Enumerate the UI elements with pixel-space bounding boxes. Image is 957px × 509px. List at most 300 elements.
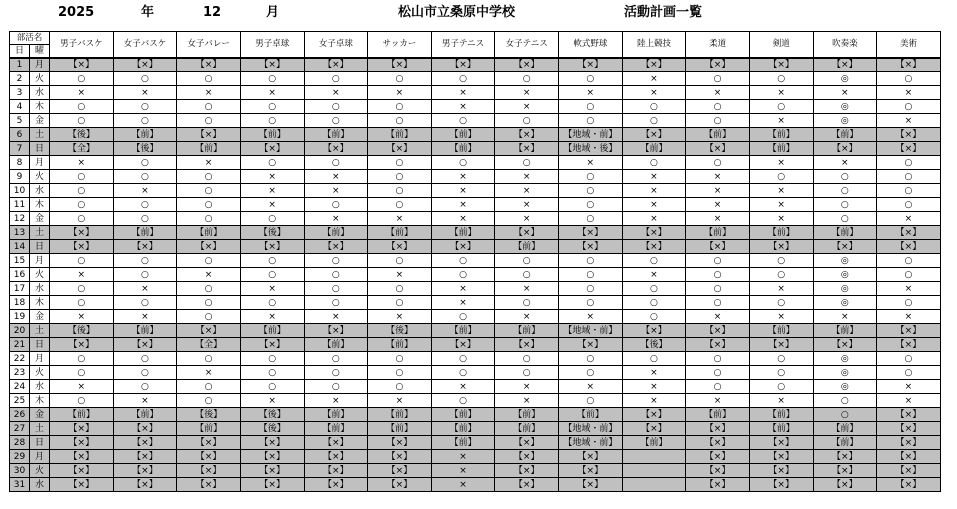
day-number-cell: 27 xyxy=(10,422,30,436)
schedule-cell: × xyxy=(113,282,177,296)
schedule-cell: 【前】 xyxy=(368,338,432,352)
weekday-cell: 月 xyxy=(30,450,50,464)
schedule-cell: ◎ xyxy=(813,254,877,268)
schedule-cell: ○ xyxy=(177,352,241,366)
schedule-cell: × xyxy=(686,184,750,198)
schedule-row xyxy=(10,408,941,422)
schedule-cell: ○ xyxy=(50,296,114,310)
schedule-cell: 【前】 xyxy=(113,408,177,422)
schedule-cell: ○ xyxy=(113,254,177,268)
schedule-cell: ○ xyxy=(177,380,241,394)
schedule-cell: × xyxy=(240,394,304,408)
schedule-cell: ○ xyxy=(50,212,114,226)
schedule-cell xyxy=(622,478,686,492)
schedule-cell: × xyxy=(622,198,686,212)
year-value: 2025 xyxy=(58,5,95,20)
schedule-cell: ○ xyxy=(431,254,495,268)
schedule-cell: 【前】 xyxy=(686,128,750,142)
schedule-cell: ○ xyxy=(559,296,623,310)
schedule-cell: 【×】 xyxy=(813,58,877,72)
schedule-cell: 【前】 xyxy=(431,226,495,240)
schedule-cell: ○ xyxy=(877,254,941,268)
schedule-cell: × xyxy=(686,394,750,408)
schedule-cell: 【後】 xyxy=(622,338,686,352)
weekday-cell: 土 xyxy=(30,128,50,142)
schedule-cell: ○ xyxy=(304,156,368,170)
schedule-cell: × xyxy=(622,170,686,184)
schedule-row xyxy=(10,436,941,450)
schedule-cell: ○ xyxy=(304,72,368,86)
schedule-cell: 【前】 xyxy=(304,408,368,422)
schedule-cell: 【×】 xyxy=(749,478,813,492)
weekday-cell: 木 xyxy=(30,100,50,114)
schedule-cell: ○ xyxy=(495,254,559,268)
schedule-cell: 【×】 xyxy=(495,142,559,156)
schedule-cell: × xyxy=(240,198,304,212)
schedule-cell: 【×】 xyxy=(304,58,368,72)
schedule-cell: 【地域・前】 xyxy=(559,422,623,436)
schedule-cell: 【×】 xyxy=(622,128,686,142)
schedule-cell: 【前】 xyxy=(113,226,177,240)
schedule-cell: 【前】 xyxy=(431,128,495,142)
schedule-cell: × xyxy=(431,296,495,310)
club-header-cell: サッカー xyxy=(368,32,432,58)
schedule-cell: × xyxy=(50,310,114,324)
day-number-cell: 12 xyxy=(10,212,30,226)
schedule-cell: 【×】 xyxy=(50,58,114,72)
schedule-cell: 【×】 xyxy=(813,464,877,478)
schedule-cell: ○ xyxy=(304,198,368,212)
schedule-cell: 【×】 xyxy=(495,338,559,352)
schedule-cell: 【×】 xyxy=(622,408,686,422)
schedule-cell: × xyxy=(749,282,813,296)
day-number-cell: 20 xyxy=(10,324,30,338)
schedule-cell: ○ xyxy=(495,296,559,310)
schedule-cell: ○ xyxy=(559,212,623,226)
schedule-cell: ○ xyxy=(813,170,877,184)
schedule-cell: 【×】 xyxy=(177,240,241,254)
schedule-cell: × xyxy=(686,198,750,212)
schedule-cell: ○ xyxy=(495,352,559,366)
schedule-row xyxy=(10,464,941,478)
schedule-cell: 【×】 xyxy=(813,142,877,156)
schedule-cell: ○ xyxy=(50,394,114,408)
schedule-cell: ○ xyxy=(431,352,495,366)
schedule-cell: × xyxy=(177,366,241,380)
schedule-cell: ○ xyxy=(813,408,877,422)
schedule-cell: × xyxy=(240,184,304,198)
schedule-cell: ○ xyxy=(559,100,623,114)
school-name: 松山市立桑原中学校 xyxy=(398,5,516,20)
schedule-cell: 【×】 xyxy=(559,464,623,478)
schedule-cell: ○ xyxy=(368,72,432,86)
schedule-cell: × xyxy=(177,156,241,170)
weekday-cell: 月 xyxy=(30,352,50,366)
schedule-cell: ○ xyxy=(559,352,623,366)
schedule-cell: 【×】 xyxy=(113,58,177,72)
schedule-cell: × xyxy=(877,394,941,408)
schedule-row xyxy=(10,170,941,184)
schedule-cell: 【×】 xyxy=(368,240,432,254)
schedule-cell: ○ xyxy=(495,114,559,128)
club-header-cell: 剣道 xyxy=(749,32,813,58)
day-number-cell: 1 xyxy=(10,58,30,72)
schedule-cell: ○ xyxy=(50,352,114,366)
schedule-cell: ○ xyxy=(177,282,241,296)
schedule-row xyxy=(10,86,941,100)
schedule-cell: 【×】 xyxy=(50,478,114,492)
schedule-cell: ○ xyxy=(559,114,623,128)
schedule-cell: 【×】 xyxy=(50,338,114,352)
schedule-cell: × xyxy=(240,170,304,184)
schedule-cell: 【×】 xyxy=(431,338,495,352)
schedule-cell: ○ xyxy=(368,380,432,394)
schedule-cell: ○ xyxy=(113,366,177,380)
schedule-cell: × xyxy=(813,86,877,100)
schedule-cell: ○ xyxy=(177,198,241,212)
schedule-cell: 【×】 xyxy=(50,226,114,240)
schedule-cell: × xyxy=(368,212,432,226)
table-body xyxy=(10,58,941,492)
schedule-cell: × xyxy=(749,156,813,170)
schedule-cell: × xyxy=(431,184,495,198)
schedule-row xyxy=(10,212,941,226)
schedule-cell: ○ xyxy=(877,352,941,366)
schedule-cell: 【前】 xyxy=(813,226,877,240)
schedule-cell: 【前】 xyxy=(813,422,877,436)
schedule-cell: 【×】 xyxy=(50,450,114,464)
schedule-cell: 【×】 xyxy=(686,422,750,436)
weekday-cell: 日 xyxy=(30,240,50,254)
schedule-row xyxy=(10,156,941,170)
schedule-cell: 【×】 xyxy=(877,128,941,142)
schedule-cell: ◎ xyxy=(813,114,877,128)
schedule-cell: ○ xyxy=(113,72,177,86)
schedule-cell: × xyxy=(877,114,941,128)
schedule-cell: ◎ xyxy=(813,352,877,366)
schedule-cell: ○ xyxy=(559,198,623,212)
schedule-cell: × xyxy=(877,310,941,324)
schedule-cell: × xyxy=(304,184,368,198)
schedule-cell: 【×】 xyxy=(813,338,877,352)
schedule-cell: 【×】 xyxy=(877,450,941,464)
schedule-cell: 【後】 xyxy=(113,142,177,156)
schedule-row xyxy=(10,352,941,366)
schedule-cell: 【×】 xyxy=(686,240,750,254)
schedule-cell: 【前】 xyxy=(749,324,813,338)
weekday-cell: 火 xyxy=(30,72,50,86)
schedule-cell: × xyxy=(559,380,623,394)
schedule-cell: 【×】 xyxy=(877,422,941,436)
schedule-cell: × xyxy=(749,86,813,100)
schedule-row xyxy=(10,324,941,338)
schedule-cell: ○ xyxy=(749,352,813,366)
schedule-cell: ○ xyxy=(113,100,177,114)
schedule-cell: 【×】 xyxy=(240,240,304,254)
schedule-cell: 【×】 xyxy=(50,422,114,436)
schedule-cell: 【前】 xyxy=(813,324,877,338)
day-number-cell: 6 xyxy=(10,128,30,142)
schedule-cell: ○ xyxy=(177,170,241,184)
schedule-cell: ○ xyxy=(686,268,750,282)
schedule-cell: × xyxy=(495,198,559,212)
schedule-cell: × xyxy=(622,184,686,198)
schedule-cell: × xyxy=(622,394,686,408)
schedule-cell: ○ xyxy=(622,296,686,310)
schedule-cell: 【×】 xyxy=(113,240,177,254)
schedule-cell: 【×】 xyxy=(622,324,686,338)
schedule-cell: ○ xyxy=(686,352,750,366)
schedule-cell: × xyxy=(622,268,686,282)
schedule-row xyxy=(10,100,941,114)
schedule-cell: 【×】 xyxy=(495,436,559,450)
schedule-cell: ○ xyxy=(559,254,623,268)
schedule-cell: 【×】 xyxy=(877,226,941,240)
weekday-cell: 月 xyxy=(30,58,50,72)
schedule-cell: 【×】 xyxy=(50,240,114,254)
schedule-cell: 【×】 xyxy=(368,478,432,492)
schedule-cell: 【×】 xyxy=(431,240,495,254)
day-number-cell: 31 xyxy=(10,478,30,492)
schedule-cell: ○ xyxy=(559,268,623,282)
schedule-cell: 【前】 xyxy=(495,240,559,254)
schedule-cell: 【×】 xyxy=(749,464,813,478)
schedule-cell: 【×】 xyxy=(240,142,304,156)
schedule-cell: × xyxy=(495,100,559,114)
club-label-cell: 部活名 xyxy=(10,32,50,45)
schedule-cell: ○ xyxy=(368,198,432,212)
schedule-cell: ○ xyxy=(749,380,813,394)
schedule-cell: ○ xyxy=(877,100,941,114)
club-header-cell: 陸上競技 xyxy=(622,32,686,58)
schedule-cell: ○ xyxy=(877,268,941,282)
schedule-cell: ○ xyxy=(50,198,114,212)
day-number-cell: 2 xyxy=(10,72,30,86)
day-number-cell: 5 xyxy=(10,114,30,128)
schedule-cell: 【後】 xyxy=(240,226,304,240)
schedule-cell: 【×】 xyxy=(113,338,177,352)
schedule-cell: ◎ xyxy=(813,268,877,282)
schedule-cell: 【後】 xyxy=(240,422,304,436)
schedule-cell: 【前】 xyxy=(431,422,495,436)
schedule-cell: ○ xyxy=(686,100,750,114)
schedule-cell: × xyxy=(304,394,368,408)
schedule-cell: ○ xyxy=(368,170,432,184)
header-row-clubs xyxy=(10,32,941,45)
schedule-cell: × xyxy=(749,184,813,198)
schedule-cell: 【前】 xyxy=(240,128,304,142)
schedule-cell: 【×】 xyxy=(50,464,114,478)
schedule-cell: 【×】 xyxy=(877,58,941,72)
club-header-cell: 柔道 xyxy=(686,32,750,58)
day-number-cell: 14 xyxy=(10,240,30,254)
schedule-cell: ○ xyxy=(304,100,368,114)
schedule-cell: 【×】 xyxy=(304,450,368,464)
schedule-cell: 【×】 xyxy=(686,142,750,156)
weekday-label-cell: 曜 xyxy=(30,45,50,58)
schedule-cell: × xyxy=(177,86,241,100)
schedule-cell: 【×】 xyxy=(240,338,304,352)
schedule-cell: × xyxy=(50,86,114,100)
schedule-cell: ○ xyxy=(240,72,304,86)
schedule-cell: × xyxy=(686,170,750,184)
schedule-cell: ◎ xyxy=(813,72,877,86)
schedule-cell: 【後】 xyxy=(368,324,432,338)
schedule-cell: 【後】 xyxy=(177,408,241,422)
schedule-cell: × xyxy=(113,394,177,408)
schedule-cell: 【前】 xyxy=(622,142,686,156)
schedule-cell: 【前】 xyxy=(749,408,813,422)
schedule-cell: 【×】 xyxy=(686,324,750,338)
schedule-cell: 【後】 xyxy=(240,408,304,422)
schedule-cell: ○ xyxy=(368,184,432,198)
schedule-cell: 【×】 xyxy=(749,436,813,450)
schedule-cell: × xyxy=(495,170,559,184)
schedule-cell: ○ xyxy=(177,254,241,268)
day-number-cell: 26 xyxy=(10,408,30,422)
schedule-cell: ○ xyxy=(559,366,623,380)
schedule-cell: ○ xyxy=(495,366,559,380)
schedule-cell: × xyxy=(495,310,559,324)
schedule-cell: 【×】 xyxy=(813,478,877,492)
schedule-cell: × xyxy=(240,86,304,100)
schedule-cell: 【×】 xyxy=(113,450,177,464)
schedule-cell: ○ xyxy=(813,198,877,212)
schedule-cell: 【前】 xyxy=(304,422,368,436)
schedule-cell: ○ xyxy=(113,352,177,366)
weekday-cell: 日 xyxy=(30,142,50,156)
schedule-cell: × xyxy=(495,184,559,198)
schedule-cell: ○ xyxy=(113,198,177,212)
schedule-cell: 【前】 xyxy=(495,408,559,422)
schedule-cell: 【×】 xyxy=(368,436,432,450)
schedule-cell: 【前】 xyxy=(686,408,750,422)
schedule-cell: ○ xyxy=(813,394,877,408)
schedule-cell: ○ xyxy=(50,170,114,184)
day-number-cell: 15 xyxy=(10,254,30,268)
schedule-cell: × xyxy=(113,86,177,100)
schedule-cell: × xyxy=(749,198,813,212)
day-number-cell: 10 xyxy=(10,184,30,198)
schedule-cell: 【×】 xyxy=(622,58,686,72)
schedule-cell: ○ xyxy=(368,114,432,128)
schedule-cell: 【×】 xyxy=(686,436,750,450)
club-header-cell: 女子バスケ xyxy=(113,32,177,58)
schedule-cell: 【×】 xyxy=(113,478,177,492)
schedule-cell: × xyxy=(368,310,432,324)
schedule-cell: × xyxy=(686,86,750,100)
schedule-cell: 【×】 xyxy=(559,478,623,492)
schedule-row xyxy=(10,254,941,268)
schedule-cell: ○ xyxy=(495,156,559,170)
schedule-cell: 【地域・前】 xyxy=(559,324,623,338)
schedule-cell: ○ xyxy=(877,198,941,212)
schedule-cell: × xyxy=(431,450,495,464)
schedule-cell: 【地域・前】 xyxy=(559,436,623,450)
schedule-cell: ○ xyxy=(559,394,623,408)
schedule-cell: ○ xyxy=(622,100,686,114)
schedule-cell: 【×】 xyxy=(749,450,813,464)
weekday-cell: 火 xyxy=(30,170,50,184)
schedule-cell: ◎ xyxy=(813,296,877,310)
schedule-cell: ○ xyxy=(559,72,623,86)
weekday-cell: 水 xyxy=(30,86,50,100)
schedule-cell: 【×】 xyxy=(495,128,559,142)
schedule-cell: × xyxy=(559,156,623,170)
schedule-cell: 【×】 xyxy=(495,464,559,478)
schedule-cell: ○ xyxy=(113,296,177,310)
schedule-cell: ○ xyxy=(113,268,177,282)
page-title: 活動計画一覧 xyxy=(624,5,703,20)
schedule-row xyxy=(10,128,941,142)
schedule-cell: 【前】 xyxy=(495,324,559,338)
club-header-cell: 美術 xyxy=(877,32,941,58)
schedule-cell: 【全】 xyxy=(50,142,114,156)
schedule-cell: ○ xyxy=(304,352,368,366)
month-value: 12 xyxy=(203,5,222,20)
schedule-cell: ○ xyxy=(240,268,304,282)
schedule-row xyxy=(10,114,941,128)
schedule-cell: 【×】 xyxy=(877,338,941,352)
schedule-cell: ○ xyxy=(50,254,114,268)
schedule-row xyxy=(10,366,941,380)
schedule-cell: × xyxy=(749,310,813,324)
club-header-cell: 女子卓球 xyxy=(304,32,368,58)
schedule-cell: ○ xyxy=(240,212,304,226)
schedule-cell: ○ xyxy=(113,156,177,170)
schedule-cell: ○ xyxy=(304,282,368,296)
schedule-row xyxy=(10,296,941,310)
schedule-row xyxy=(10,268,941,282)
schedule-cell: ○ xyxy=(749,72,813,86)
schedule-cell: ○ xyxy=(177,114,241,128)
schedule-cell: × xyxy=(368,86,432,100)
schedule-cell: ○ xyxy=(813,184,877,198)
schedule-cell: ○ xyxy=(813,212,877,226)
weekday-cell: 木 xyxy=(30,394,50,408)
schedule-cell: 【全】 xyxy=(177,338,241,352)
weekday-cell: 水 xyxy=(30,478,50,492)
schedule-row xyxy=(10,422,941,436)
schedule-cell: ○ xyxy=(177,310,241,324)
schedule-cell: × xyxy=(304,86,368,100)
schedule-cell: ○ xyxy=(431,366,495,380)
schedule-cell: 【×】 xyxy=(495,478,559,492)
schedule-cell: ○ xyxy=(431,114,495,128)
schedule-cell: 【前】 xyxy=(304,128,368,142)
schedule-cell xyxy=(622,464,686,478)
schedule-cell: ○ xyxy=(431,72,495,86)
schedule-row xyxy=(10,380,941,394)
schedule-cell: ○ xyxy=(877,366,941,380)
schedule-cell: ○ xyxy=(177,184,241,198)
schedule-cell: ○ xyxy=(686,366,750,380)
schedule-cell: ○ xyxy=(749,100,813,114)
weekday-cell: 金 xyxy=(30,114,50,128)
schedule-cell: × xyxy=(877,380,941,394)
schedule-cell: ○ xyxy=(431,268,495,282)
schedule-cell: × xyxy=(240,310,304,324)
schedule-cell: ○ xyxy=(749,366,813,380)
schedule-cell: ○ xyxy=(877,184,941,198)
schedule-cell: ○ xyxy=(622,282,686,296)
weekday-cell: 月 xyxy=(30,156,50,170)
schedule-cell: 【×】 xyxy=(177,464,241,478)
schedule-cell: × xyxy=(686,310,750,324)
schedule-cell: ○ xyxy=(50,282,114,296)
schedule-cell: ○ xyxy=(368,156,432,170)
schedule-cell: 【×】 xyxy=(749,58,813,72)
